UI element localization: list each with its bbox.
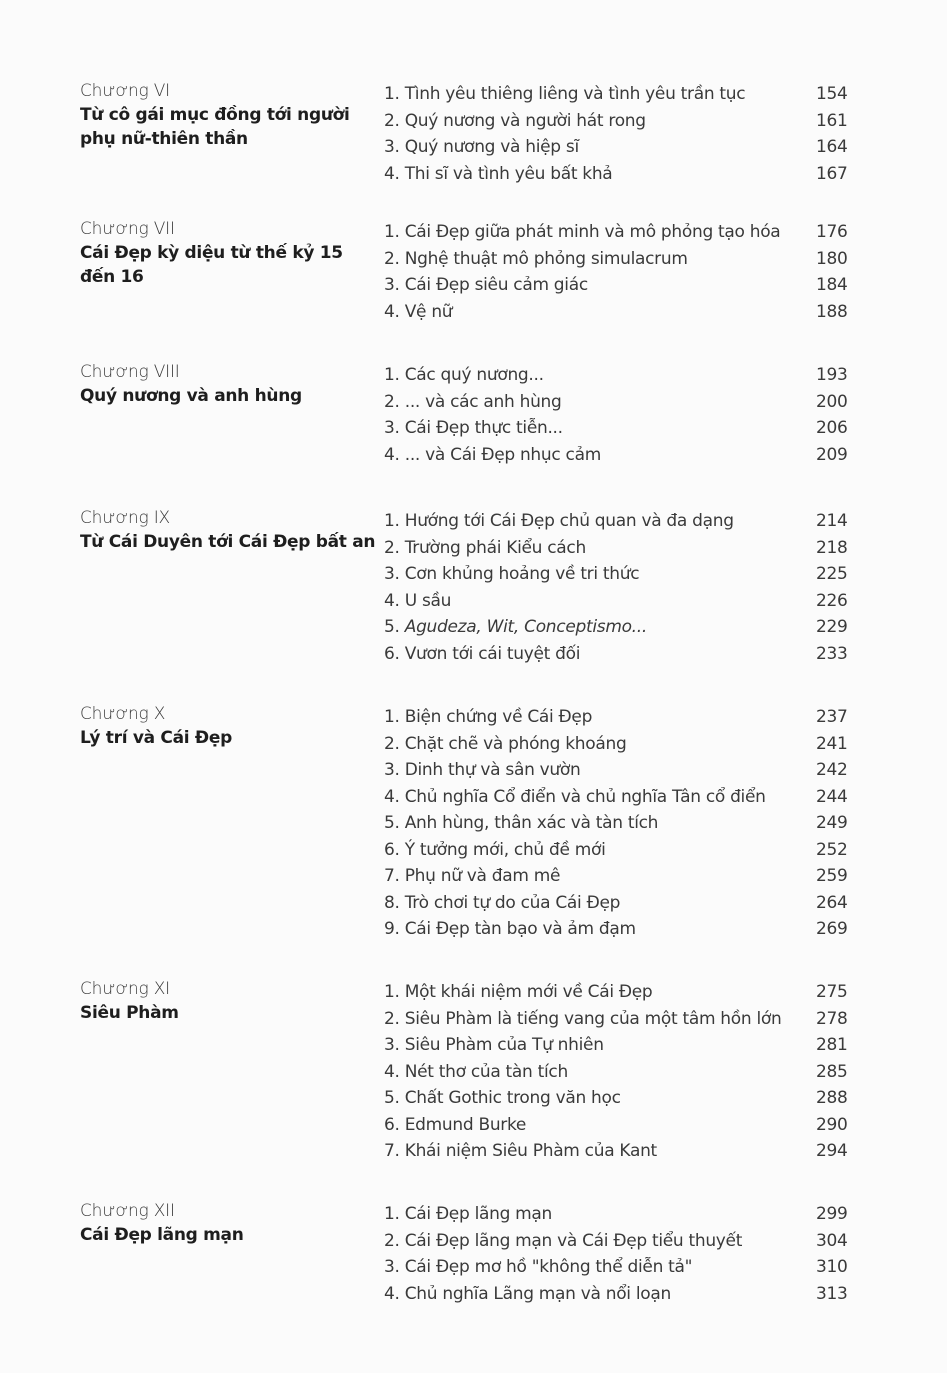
chapter-title: Cái Đẹp lãng mạn — [80, 1225, 244, 1245]
entry-title-text: 1. Hướng tới Cái Đẹp chủ quan và đa dạng — [384, 511, 734, 531]
entry-title-text: 2. Quý nương và người hát rong — [384, 110, 646, 131]
entry-title-text: 3. Cái Đẹp mơ hồ "không thể diễn tả" — [384, 1257, 693, 1277]
entry-page-number: 233 — [816, 643, 848, 664]
entry-page-number: 188 — [816, 301, 848, 322]
entry-title-text: 4. Nét thơ của tàn tích — [384, 1061, 568, 1082]
entry-list — [384, 702, 854, 941]
entry-page-number: 154 — [816, 84, 848, 104]
entry-list — [384, 217, 854, 323]
entry-title-text: 1. Cái Đẹp giữa phát minh và mô phỏng tạo hóa — [384, 222, 781, 242]
toc-entry[interactable] — [384, 1279, 854, 1306]
entry-title — [384, 1228, 742, 1255]
entry-title-text: 2. Siêu Phàm là tiếng vang của một tâm hồn lớn — [384, 1008, 782, 1029]
toc-entry[interactable] — [384, 506, 854, 533]
toc-entry[interactable] — [384, 387, 854, 414]
entry-page-number: 313 — [816, 1283, 848, 1304]
chapter-number: Chương VIII — [80, 362, 180, 382]
entry-page-number: 193 — [816, 365, 848, 385]
entry-page-number: 259 — [816, 866, 848, 886]
entry-list — [384, 977, 854, 1163]
toc-entry[interactable] — [384, 1004, 854, 1031]
entry-page-number: 304 — [816, 1230, 848, 1251]
entry-title-text: 3. Dinh thự và sân vườn — [384, 760, 581, 780]
toc-entry[interactable] — [384, 782, 854, 809]
toc-entry[interactable] — [384, 729, 854, 756]
entry-title — [384, 704, 592, 731]
entry-title — [384, 1281, 671, 1308]
entry-list — [384, 79, 854, 185]
entry-page-number: 237 — [816, 707, 848, 727]
entry-title — [384, 810, 658, 837]
toc-entry[interactable] — [384, 297, 854, 324]
entry-title-text: 4. Thi sĩ và tình yêu bất khả — [384, 163, 613, 184]
entry-page-number: 161 — [816, 110, 848, 131]
chapter-title: Từ Cái Duyên tới Cái Đẹp bất an — [80, 532, 376, 552]
entry-page-number: 242 — [816, 760, 848, 780]
entry-title-text: 2. Trường phái Kiểu cách — [384, 537, 586, 558]
chapter-title: đến 16 — [80, 267, 144, 287]
entry-title — [384, 535, 586, 562]
entry-title — [384, 81, 745, 108]
entry-page-number: 252 — [816, 839, 848, 860]
entry-list — [384, 360, 854, 466]
entry-title — [384, 614, 647, 641]
entry-title-text: 4. ... và Cái Đẹp nhục cảm — [384, 444, 601, 465]
entry-title — [384, 1059, 568, 1086]
entry-title — [384, 1112, 526, 1139]
toc-entry[interactable] — [384, 440, 854, 467]
toc-entry[interactable] — [384, 702, 854, 729]
entry-page-number: 269 — [816, 919, 848, 939]
toc-entry[interactable] — [384, 79, 854, 106]
toc-entry[interactable] — [384, 612, 854, 639]
chapter-title: Từ cô gái mục đồng tới người — [80, 105, 350, 125]
entry-title-italic: Agudeza, Wit, Conceptismo... — [404, 617, 647, 637]
entry-title-text: 3. Quý nương và hiệp sĩ — [384, 137, 579, 157]
entry-title — [384, 1032, 604, 1059]
entry-title — [384, 246, 688, 273]
entry-title-text: 5. Chất Gothic trong văn học — [384, 1088, 621, 1108]
entry-title — [384, 134, 579, 161]
entry-title-text: 1. Cái Đẹp lãng mạn — [384, 1204, 553, 1224]
entry-title — [384, 1254, 692, 1281]
toc-entry[interactable] — [384, 1030, 854, 1057]
entry-page-number: 206 — [816, 418, 848, 438]
chapter-title: Siêu Phàm — [80, 1003, 179, 1023]
toc-entry[interactable] — [384, 244, 854, 271]
entry-title — [384, 219, 780, 246]
toc-entry[interactable] — [384, 360, 854, 387]
entry-title — [384, 916, 636, 943]
entry-page-number: 229 — [816, 617, 848, 637]
chapter-number: Chương X — [80, 704, 166, 724]
entry-page-number: 285 — [816, 1061, 848, 1082]
entry-page-number: 225 — [816, 564, 848, 584]
toc-entry[interactable] — [384, 1057, 854, 1084]
entry-page-number: 214 — [816, 511, 848, 531]
entry-page-number: 167 — [816, 163, 848, 184]
entry-page-number: 241 — [816, 733, 848, 754]
entry-title-text: 1. Tình yêu thiêng liêng và tình yêu trần tục — [384, 84, 746, 104]
toc-entry[interactable] — [384, 861, 854, 888]
toc-entry[interactable] — [384, 586, 854, 613]
toc-entry[interactable] — [384, 1083, 854, 1110]
entry-page-number: 294 — [816, 1141, 848, 1161]
entry-title-text: 1. Một khái niệm mới về Cái Đẹp — [384, 982, 653, 1002]
entry-title-text: 4. Chủ nghĩa Cổ điển và chủ nghĩa Tân cổ điển — [384, 786, 766, 807]
entry-title-text: 3. Cơn khủng hoảng về tri thức — [384, 564, 640, 584]
toc-entry[interactable] — [384, 1199, 854, 1226]
entry-page-number: 310 — [816, 1257, 848, 1277]
entry-title — [384, 731, 626, 758]
entry-page-number: 180 — [816, 248, 848, 269]
entry-title-text: 2. Chặt chẽ và phóng khoáng — [384, 733, 627, 754]
chapter-heading — [80, 702, 380, 750]
entry-title-text: 8. Trò chơi tự do của Cái Đẹp — [384, 892, 621, 913]
entry-title — [384, 508, 734, 535]
entry-title-text: 4. Vệ nữ — [384, 301, 453, 322]
entry-page-number: 281 — [816, 1035, 848, 1055]
entry-title-text: 5. Anh hùng, thân xác và tàn tích — [384, 813, 659, 833]
entry-title-text: 6. Edmund Burke — [384, 1114, 527, 1135]
chapter-heading — [80, 506, 380, 554]
toc-entry[interactable] — [384, 1136, 854, 1163]
toc-entry[interactable] — [384, 835, 854, 862]
entry-title — [384, 108, 646, 135]
entry-title — [384, 1201, 552, 1228]
entry-page-number: 164 — [816, 137, 848, 157]
entry-title-text: 4. Chủ nghĩa Lãng mạn và nổi loạn — [384, 1283, 671, 1304]
entry-title — [384, 979, 652, 1006]
entry-page-number: 299 — [816, 1204, 848, 1224]
entry-title-text: 3. Siêu Phàm của Tự nhiên — [384, 1035, 604, 1055]
entry-page-number: 290 — [816, 1114, 848, 1135]
toc-entry[interactable] — [384, 977, 854, 1004]
chapter-heading — [80, 1199, 380, 1247]
chapter-number: Chương XI — [80, 979, 170, 999]
chapter-title: phụ nữ-thiên thần — [80, 129, 248, 149]
chapter-heading — [80, 79, 380, 151]
entry-title — [384, 415, 563, 442]
entry-title-text: 1. Các quý nương... — [384, 365, 544, 385]
entry-title — [384, 863, 560, 890]
entry-title-text: 3. Cái Đẹp thực tiễn... — [384, 418, 563, 438]
entry-title — [384, 837, 606, 864]
entry-title-text: 7. Khái niệm Siêu Phàm của Kant — [384, 1141, 657, 1161]
entry-title — [384, 362, 544, 389]
toc-entry[interactable] — [384, 106, 854, 133]
entry-title — [384, 299, 452, 326]
entry-title — [384, 561, 639, 588]
toc-entry[interactable] — [384, 1226, 854, 1253]
entry-page-number: 209 — [816, 444, 848, 465]
toc-entry[interactable] — [384, 159, 854, 186]
toc-entry[interactable] — [384, 533, 854, 560]
entry-title-text: 4. U sầu — [384, 590, 452, 611]
entry-title — [384, 272, 588, 299]
chapter-number: Chương VI — [80, 81, 170, 101]
entry-page-number: 184 — [816, 275, 848, 295]
entry-page-number: 275 — [816, 982, 848, 1002]
chapter-heading — [80, 217, 380, 289]
entry-title-text: 1. Biện chứng về Cái Đẹp — [384, 707, 593, 727]
toc-entry[interactable] — [384, 559, 854, 586]
entry-title-text: 6. Ý tưởng mới, chủ đề mới — [384, 839, 606, 860]
toc-entry[interactable] — [384, 888, 854, 915]
entry-title — [384, 1006, 781, 1033]
entry-title — [384, 442, 601, 469]
entry-title-text: 5. — [384, 617, 405, 637]
entry-page-number: 218 — [816, 537, 848, 558]
entry-page-number: 226 — [816, 590, 848, 611]
toc-entry[interactable] — [384, 1110, 854, 1137]
entry-title — [384, 1085, 621, 1112]
entry-page-number: 176 — [816, 222, 848, 242]
entry-page-number: 264 — [816, 892, 848, 913]
toc-entry[interactable] — [384, 1252, 854, 1279]
entry-title-text: 7. Phụ nữ và đam mê — [384, 866, 561, 886]
entry-title-text: 6. Vươn tới cái tuyệt đối — [384, 643, 581, 664]
toc-entry[interactable] — [384, 755, 854, 782]
chapter-title: Lý trí và Cái Đẹp — [80, 728, 232, 748]
toc-entry[interactable] — [384, 639, 854, 666]
entry-title — [384, 784, 766, 811]
entry-title — [384, 757, 580, 784]
chapter-title: Quý nương và anh hùng — [80, 386, 302, 406]
entry-title — [384, 588, 451, 615]
entry-list — [384, 506, 854, 665]
entry-page-number: 200 — [816, 391, 848, 412]
entry-page-number: 278 — [816, 1008, 848, 1029]
entry-page-number: 288 — [816, 1088, 848, 1108]
entry-title — [384, 161, 612, 188]
toc-entry[interactable] — [384, 914, 854, 941]
toc-entry[interactable] — [384, 217, 854, 244]
chapter-title: Cái Đẹp kỳ diệu từ thế kỷ 15 — [80, 243, 343, 263]
chapter-heading — [80, 360, 380, 408]
entry-title-text: 3. Cái Đẹp siêu cảm giác — [384, 275, 588, 295]
entry-title-text: 9. Cái Đẹp tàn bạo và ảm đạm — [384, 919, 636, 939]
entry-title — [384, 389, 562, 416]
entry-page-number: 249 — [816, 813, 848, 833]
chapter-number: Chương VII — [80, 219, 175, 239]
toc-entry[interactable] — [384, 132, 854, 159]
entry-list — [384, 1199, 854, 1305]
chapter-heading — [80, 977, 380, 1025]
entry-title-text: 2. ... và các anh hùng — [384, 391, 562, 412]
toc-entry[interactable] — [384, 270, 854, 297]
entry-page-number: 244 — [816, 786, 848, 807]
entry-title-text: 2. Nghệ thuật mô phỏng simulacrum — [384, 248, 688, 269]
entry-title — [384, 890, 620, 917]
entry-title — [384, 641, 580, 668]
toc-entry[interactable] — [384, 413, 854, 440]
entry-title — [384, 1138, 657, 1165]
toc-entry[interactable] — [384, 808, 854, 835]
entry-title-text: 2. Cái Đẹp lãng mạn và Cái Đẹp tiểu thuyết — [384, 1230, 743, 1251]
chapter-number: Chương IX — [80, 508, 170, 528]
chapter-number: Chương XII — [80, 1201, 175, 1221]
